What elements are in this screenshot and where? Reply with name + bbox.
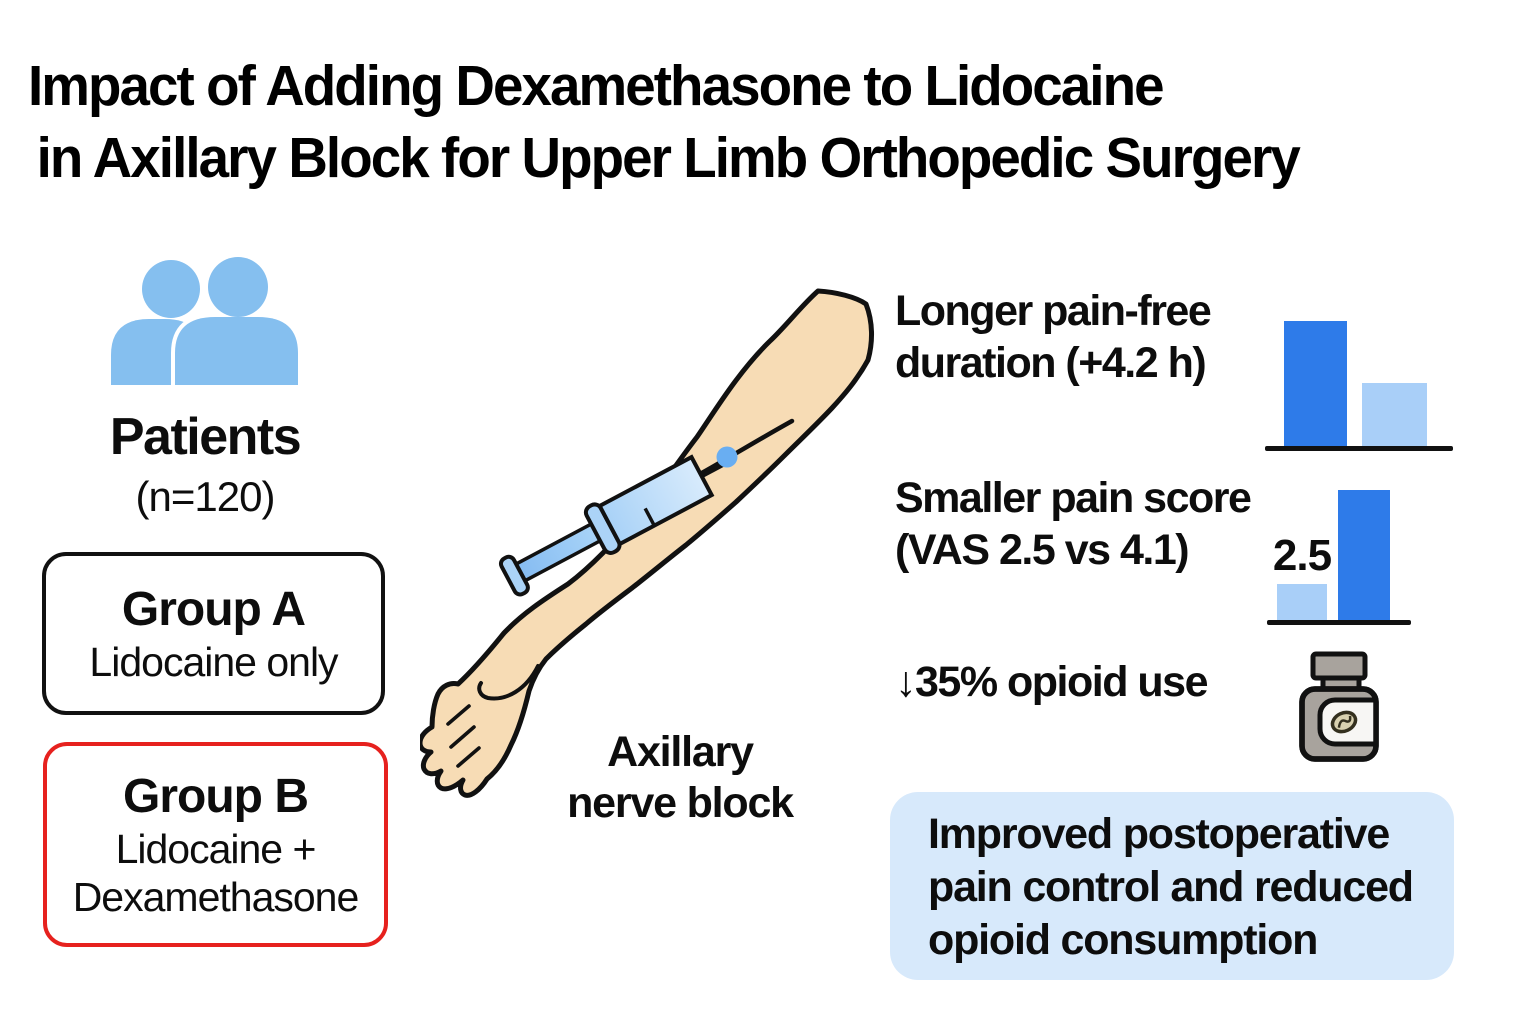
finding-opioid-line1: ↓35% opioid use (895, 658, 1208, 706)
illustration-caption-line1: Axillary (607, 728, 753, 776)
finding-duration-line1: Longer pain-free (895, 287, 1211, 335)
finding-pain-score-text (895, 472, 1250, 576)
finding-duration-text (895, 285, 1210, 389)
finding-duration-line2: duration (+4.2 h) (895, 339, 1206, 387)
conclusion-line3: opioid consumption (928, 916, 1318, 964)
group-a-box (42, 552, 385, 715)
conclusion-line1: Improved postoperative (928, 810, 1390, 858)
conclusion-box (890, 792, 1454, 980)
arm-shape (420, 291, 872, 795)
group-b-treatment-line2: Dexamethasone (72, 873, 359, 920)
group-b-treatment-line1: Lidocaine + (115, 825, 316, 872)
patients-section (40, 253, 370, 521)
duration-chart-bar-lidocaine (1362, 383, 1427, 446)
patients-label: Patients (109, 408, 301, 466)
page-title-line2: in Axillary Block for Upper Limb Orthopedic Surgery (36, 126, 1299, 190)
duration-chart-baseline (1265, 446, 1453, 451)
group-b-name: Group B (123, 769, 308, 823)
page-title (28, 50, 1299, 194)
group-b-box (43, 742, 388, 947)
group-a-treatment: Lidocaine only (89, 638, 338, 685)
finding-opioid-text (895, 656, 1207, 708)
vas-chart-bar-lidocaine (1338, 490, 1390, 620)
vas-chart-baseline (1267, 620, 1411, 625)
group-a-name: Group A (121, 582, 306, 636)
vas-chart-value-label: 2.5 (1272, 531, 1332, 580)
patients-count: (n=120) (135, 473, 275, 520)
pill-bottle-icon (1295, 646, 1387, 768)
two-people-icon (103, 253, 308, 393)
finding-pain-score-line2: (VAS 2.5 vs 4.1) (895, 526, 1189, 574)
illustration-caption-line2: nerve block (567, 779, 793, 827)
illustration-caption (540, 727, 820, 829)
finding-pain-score-line1: Smaller pain score (895, 474, 1251, 522)
page-title-line1: Impact of Adding Dexamethasone to Lidocaine (28, 54, 1163, 118)
conclusion-line2: pain control and reduced (928, 863, 1413, 911)
vas-chart-bar-dexamethasone (1277, 584, 1327, 620)
injection-site-dot (717, 447, 738, 468)
duration-chart-bar-dexamethasone (1284, 321, 1347, 446)
